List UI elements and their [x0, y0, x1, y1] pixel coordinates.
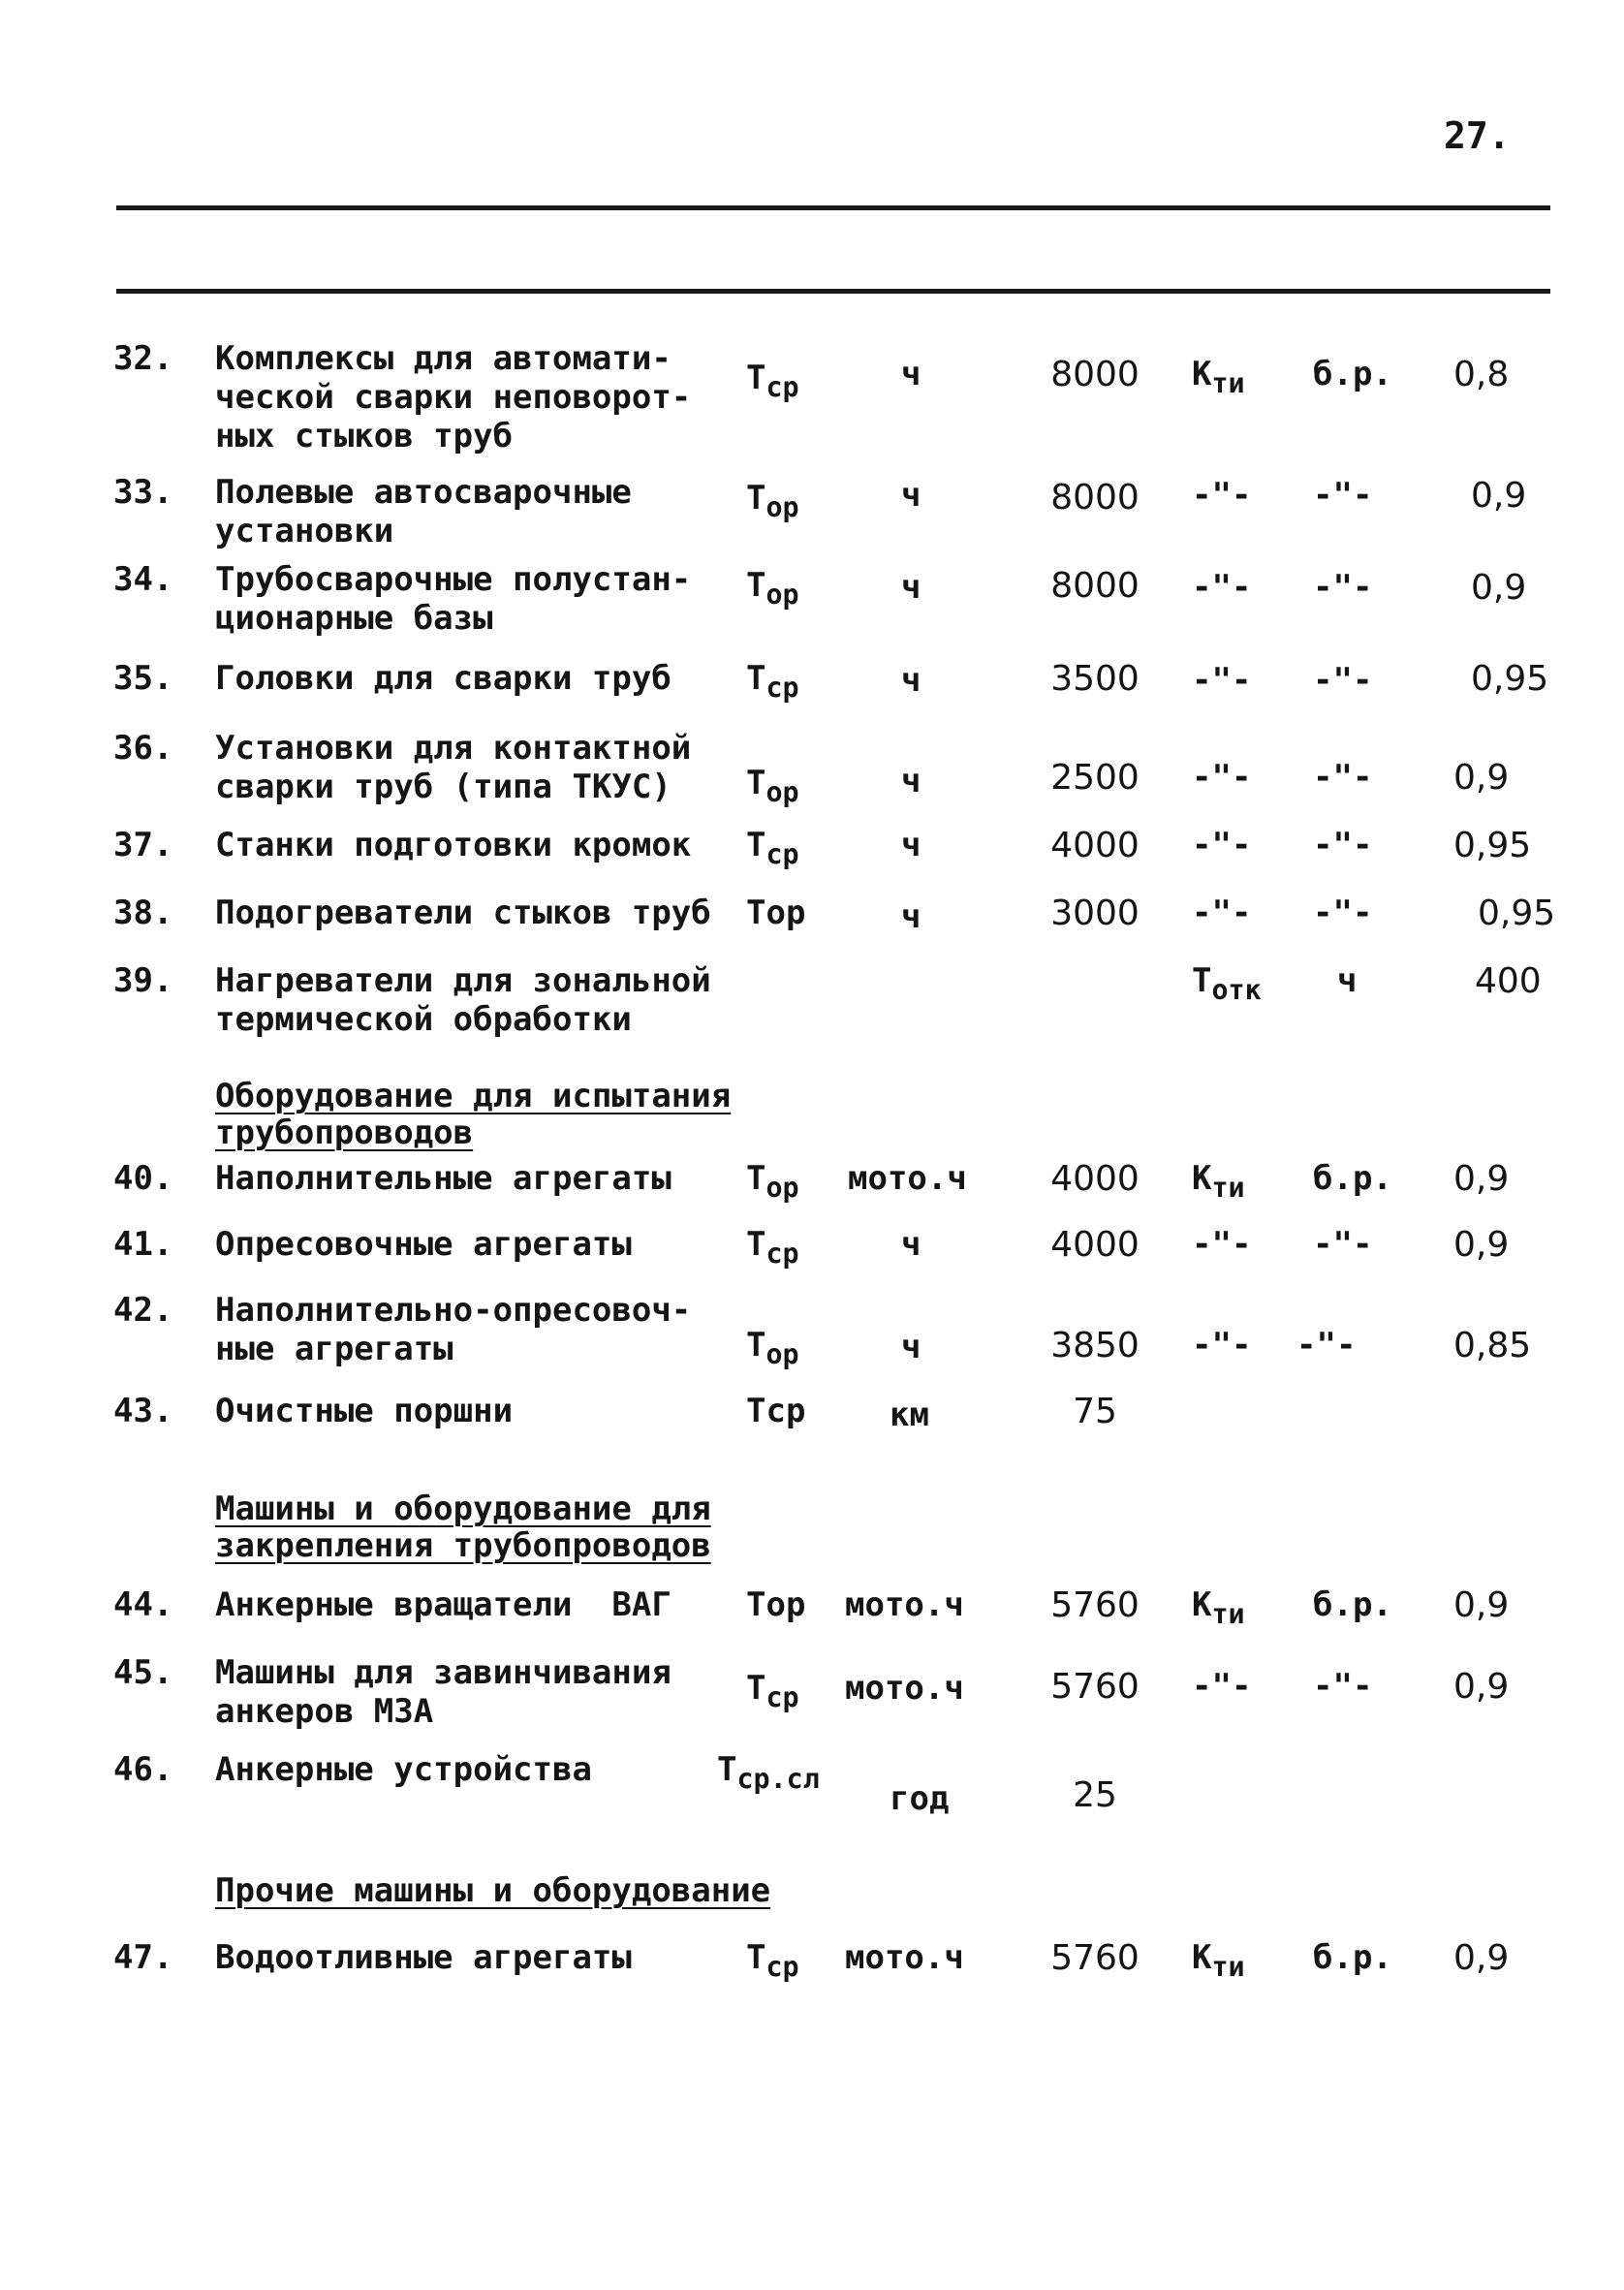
- basis: ч: [1337, 961, 1358, 1000]
- indicator-symbol: Т: [746, 1159, 766, 1198]
- basis: -"-: [1313, 894, 1373, 932]
- coefficient-symbol: К: [1192, 1159, 1212, 1198]
- item-name: Машины для завинчивания анкеров МЗА: [215, 1653, 671, 1731]
- row-number: 46.: [113, 1750, 173, 1789]
- section-heading-line: Машины и оборудование для: [215, 1490, 711, 1528]
- value: 4000: [1050, 1159, 1140, 1199]
- item-name: Полевые автосварочные установки: [215, 473, 632, 550]
- basis: -"-: [1313, 568, 1373, 607]
- indicator: [746, 1225, 799, 1270]
- item-name: Очистные поршни: [215, 1392, 514, 1430]
- row-number: 39.: [113, 961, 173, 1000]
- ratio: 0,95: [1478, 894, 1556, 933]
- indicator: [746, 1392, 805, 1436]
- coefficient-symbol: К: [1192, 355, 1212, 393]
- indicator: [746, 764, 799, 808]
- coefficient-subscript: ти: [1211, 1950, 1245, 1983]
- indicator-subscript: ор: [765, 1337, 799, 1370]
- indicator-subscript: ср: [765, 370, 799, 403]
- table-row: [0, 1653, 1624, 1750]
- indicator: [746, 359, 799, 403]
- basis: б.р.: [1313, 355, 1392, 393]
- indicator-subscript: ср: [765, 1680, 799, 1713]
- row-number: 34.: [113, 560, 173, 599]
- row-number: 35.: [113, 659, 173, 698]
- basis: б.р.: [1313, 1585, 1392, 1624]
- unit: мото.ч: [845, 1669, 964, 1708]
- indicator-symbol: Тор: [746, 894, 806, 932]
- item-name: Водоотливные агрегаты: [215, 1938, 632, 1977]
- indicator-symbol: Т: [746, 1938, 766, 1977]
- indicator-subscript: ор: [765, 1171, 799, 1204]
- indicator-symbol: Тор: [746, 1585, 806, 1624]
- ratio: 0,9: [1453, 1225, 1510, 1265]
- row-number: 33.: [113, 473, 173, 512]
- row-number: 40.: [113, 1159, 173, 1198]
- basis: -"-: [1313, 826, 1373, 864]
- indicator: [746, 894, 805, 938]
- indicator-symbol: Т: [717, 1750, 737, 1789]
- coefficient: -"-: [1192, 568, 1252, 607]
- value: 5760: [1050, 1667, 1140, 1707]
- row-number: 38.: [113, 894, 173, 932]
- ratio: 0,9: [1471, 568, 1527, 608]
- item-name: Подогреватели стыков труб: [215, 894, 711, 932]
- table-row: [0, 1750, 1624, 1847]
- row-number: 32.: [113, 339, 173, 378]
- basis: -"-: [1313, 1225, 1373, 1264]
- row-number: 47.: [113, 1938, 173, 1977]
- item-name: Наполнительно-опресовоч- ные агрегаты: [215, 1291, 692, 1368]
- ratio: 0,8: [1453, 355, 1510, 394]
- indicator: [746, 566, 799, 611]
- indicator-symbol: Т: [746, 826, 766, 864]
- basis: -"-: [1313, 476, 1373, 515]
- item-name: Анкерные вращатели ВАГ: [215, 1585, 671, 1624]
- section-heading-line: Оборудование для испытания: [215, 1077, 732, 1115]
- coefficient: [1192, 961, 1262, 1006]
- unit: ч: [901, 762, 921, 800]
- unit: ч: [901, 1225, 921, 1264]
- unit: год: [890, 1779, 950, 1818]
- indicator: [746, 659, 799, 704]
- item-name: Наполнительные агрегаты: [215, 1159, 671, 1198]
- table-row: [0, 1291, 1624, 1388]
- item-name: Головки для сварки труб: [215, 659, 671, 698]
- row-number: 42.: [113, 1291, 173, 1330]
- indicator: [746, 479, 799, 523]
- section-heading-anchoring: [215, 1490, 711, 1564]
- ratio: 0,9: [1453, 758, 1510, 798]
- coefficient-subscript: ти: [1211, 366, 1245, 399]
- indicator-subscript: ср: [765, 837, 799, 870]
- header-rule-top: [116, 205, 1550, 210]
- indicator: [746, 826, 799, 870]
- section-heading-line: трубопроводов: [215, 1114, 474, 1152]
- ratio: 0,85: [1453, 1326, 1532, 1365]
- indicator-subscript: ор: [765, 775, 799, 808]
- item-name: Станки подготовки кромок: [215, 826, 692, 864]
- indicator-symbol: Т: [746, 566, 766, 605]
- indicator-symbol: Т: [746, 659, 766, 698]
- row-number: 43.: [113, 1392, 173, 1430]
- row-number: 36.: [113, 729, 173, 768]
- section-heading-line: Прочие машины и оборудование: [215, 1871, 771, 1910]
- unit: ч: [901, 1328, 921, 1366]
- unit: мото.ч: [845, 1938, 964, 1977]
- indicator-symbol: Т: [746, 764, 766, 802]
- table-row: [0, 1938, 1624, 2035]
- header-rule-bottom: [116, 289, 1550, 294]
- ratio: 0,95: [1453, 826, 1532, 865]
- table-row: [0, 729, 1624, 826]
- row-number: 45.: [113, 1653, 173, 1692]
- item-name: Опресовочные агрегаты: [215, 1225, 632, 1264]
- value: 3500: [1050, 659, 1140, 699]
- coefficient: [1192, 1938, 1245, 1983]
- basis: -"-: [1313, 758, 1373, 797]
- indicator-symbol: Т: [746, 1225, 766, 1264]
- basis: -"-: [1296, 1326, 1357, 1365]
- coefficient-symbol: Т: [1192, 961, 1212, 1000]
- coefficient: [1192, 1159, 1245, 1204]
- indicator-symbol: Т: [746, 1669, 766, 1708]
- table-row: [0, 339, 1624, 455]
- ratio: 0,9: [1453, 1585, 1510, 1625]
- indicator-subscript: ср: [765, 671, 799, 704]
- unit: ч: [901, 476, 921, 515]
- item-name: Установки для контактной сварки труб (типа ТКУС): [215, 729, 692, 806]
- indicator: [746, 1669, 799, 1713]
- indicator-symbol: Т: [746, 1326, 766, 1365]
- indicator-symbol: Т: [746, 479, 766, 518]
- value: 3850: [1050, 1326, 1140, 1365]
- indicator-subscript: ор: [765, 578, 799, 611]
- indicator-subscript: ср: [765, 1237, 799, 1270]
- value: 5760: [1050, 1585, 1140, 1625]
- coefficient: -"-: [1192, 826, 1252, 864]
- coefficient: [1192, 1585, 1245, 1630]
- section-heading-testing: [215, 1078, 731, 1151]
- value: 3000: [1050, 894, 1140, 933]
- value: 8000: [1050, 355, 1140, 394]
- basis: -"-: [1313, 661, 1373, 700]
- section-heading-line: закрепления трубопроводов: [215, 1526, 711, 1565]
- indicator-symbol: Т: [746, 359, 766, 397]
- basis: б.р.: [1313, 1159, 1392, 1198]
- coefficient: -"-: [1192, 476, 1252, 515]
- indicator: [746, 1585, 805, 1630]
- coefficient: -"-: [1192, 661, 1252, 700]
- value: 8000: [1050, 566, 1140, 606]
- coefficient-subscript: отк: [1211, 973, 1262, 1006]
- ratio: 0,9: [1453, 1938, 1510, 1978]
- ratio: 0,95: [1471, 659, 1549, 699]
- row-number: 41.: [113, 1225, 173, 1264]
- unit: мото.ч: [848, 1159, 967, 1198]
- ratio: 0,9: [1471, 476, 1527, 516]
- indicator-symbol: Тср: [746, 1392, 806, 1430]
- item-name: Трубосварочные полустан- ционарные базы: [215, 560, 692, 638]
- value: 8000: [1050, 478, 1140, 518]
- table-row: [0, 560, 1624, 657]
- basis: б.р.: [1313, 1938, 1392, 1977]
- unit: ч: [901, 897, 921, 936]
- coefficient-symbol: К: [1192, 1938, 1212, 1977]
- indicator-subscript: ср: [765, 1950, 799, 1983]
- coefficient-symbol: К: [1192, 1585, 1212, 1624]
- ratio: 0,9: [1453, 1159, 1510, 1199]
- coefficient: -"-: [1192, 1667, 1252, 1706]
- coefficient: -"-: [1192, 1225, 1252, 1264]
- unit: ч: [901, 826, 921, 864]
- row-number: 37.: [113, 826, 173, 864]
- value: 25: [1073, 1775, 1117, 1815]
- coefficient: -"-: [1192, 758, 1252, 797]
- value: 75: [1073, 1392, 1117, 1431]
- indicator: [717, 1750, 820, 1795]
- unit: км: [890, 1396, 929, 1434]
- unit: ч: [901, 355, 921, 393]
- row-number: 44.: [113, 1585, 173, 1624]
- indicator: [746, 1938, 799, 1983]
- basis: -"-: [1313, 1667, 1373, 1706]
- item-name: Комплексы для автомати- ческой сварки неповорот- ных стыков труб: [215, 339, 692, 455]
- coefficient-subscript: ти: [1211, 1171, 1245, 1204]
- page-number: 27.: [1444, 114, 1511, 157]
- table-row: [0, 473, 1624, 570]
- value: 4000: [1050, 826, 1140, 865]
- indicator-subscript: ор: [765, 490, 799, 523]
- indicator-subscript: ср.сл: [736, 1762, 820, 1795]
- coefficient-subscript: ти: [1211, 1597, 1245, 1630]
- table-row: [0, 961, 1624, 1058]
- unit: ч: [901, 568, 921, 607]
- section-heading-other: [215, 1872, 770, 1909]
- coefficient: -"-: [1192, 894, 1252, 932]
- item-name: Анкерные устройства: [215, 1750, 592, 1789]
- coefficient: [1192, 355, 1245, 399]
- unit: мото.ч: [845, 1585, 964, 1624]
- value: 5760: [1050, 1938, 1140, 1978]
- indicator: [746, 1326, 799, 1370]
- value: 2500: [1050, 758, 1140, 798]
- ratio: 400: [1475, 961, 1542, 1001]
- ratio: 0,9: [1453, 1667, 1510, 1707]
- table-row: [0, 1392, 1624, 1489]
- indicator: [746, 1159, 799, 1204]
- unit: ч: [901, 661, 921, 700]
- coefficient: -"-: [1192, 1326, 1252, 1365]
- value: 4000: [1050, 1225, 1140, 1265]
- item-name: Нагреватели для зональной термической обработки: [215, 961, 711, 1039]
